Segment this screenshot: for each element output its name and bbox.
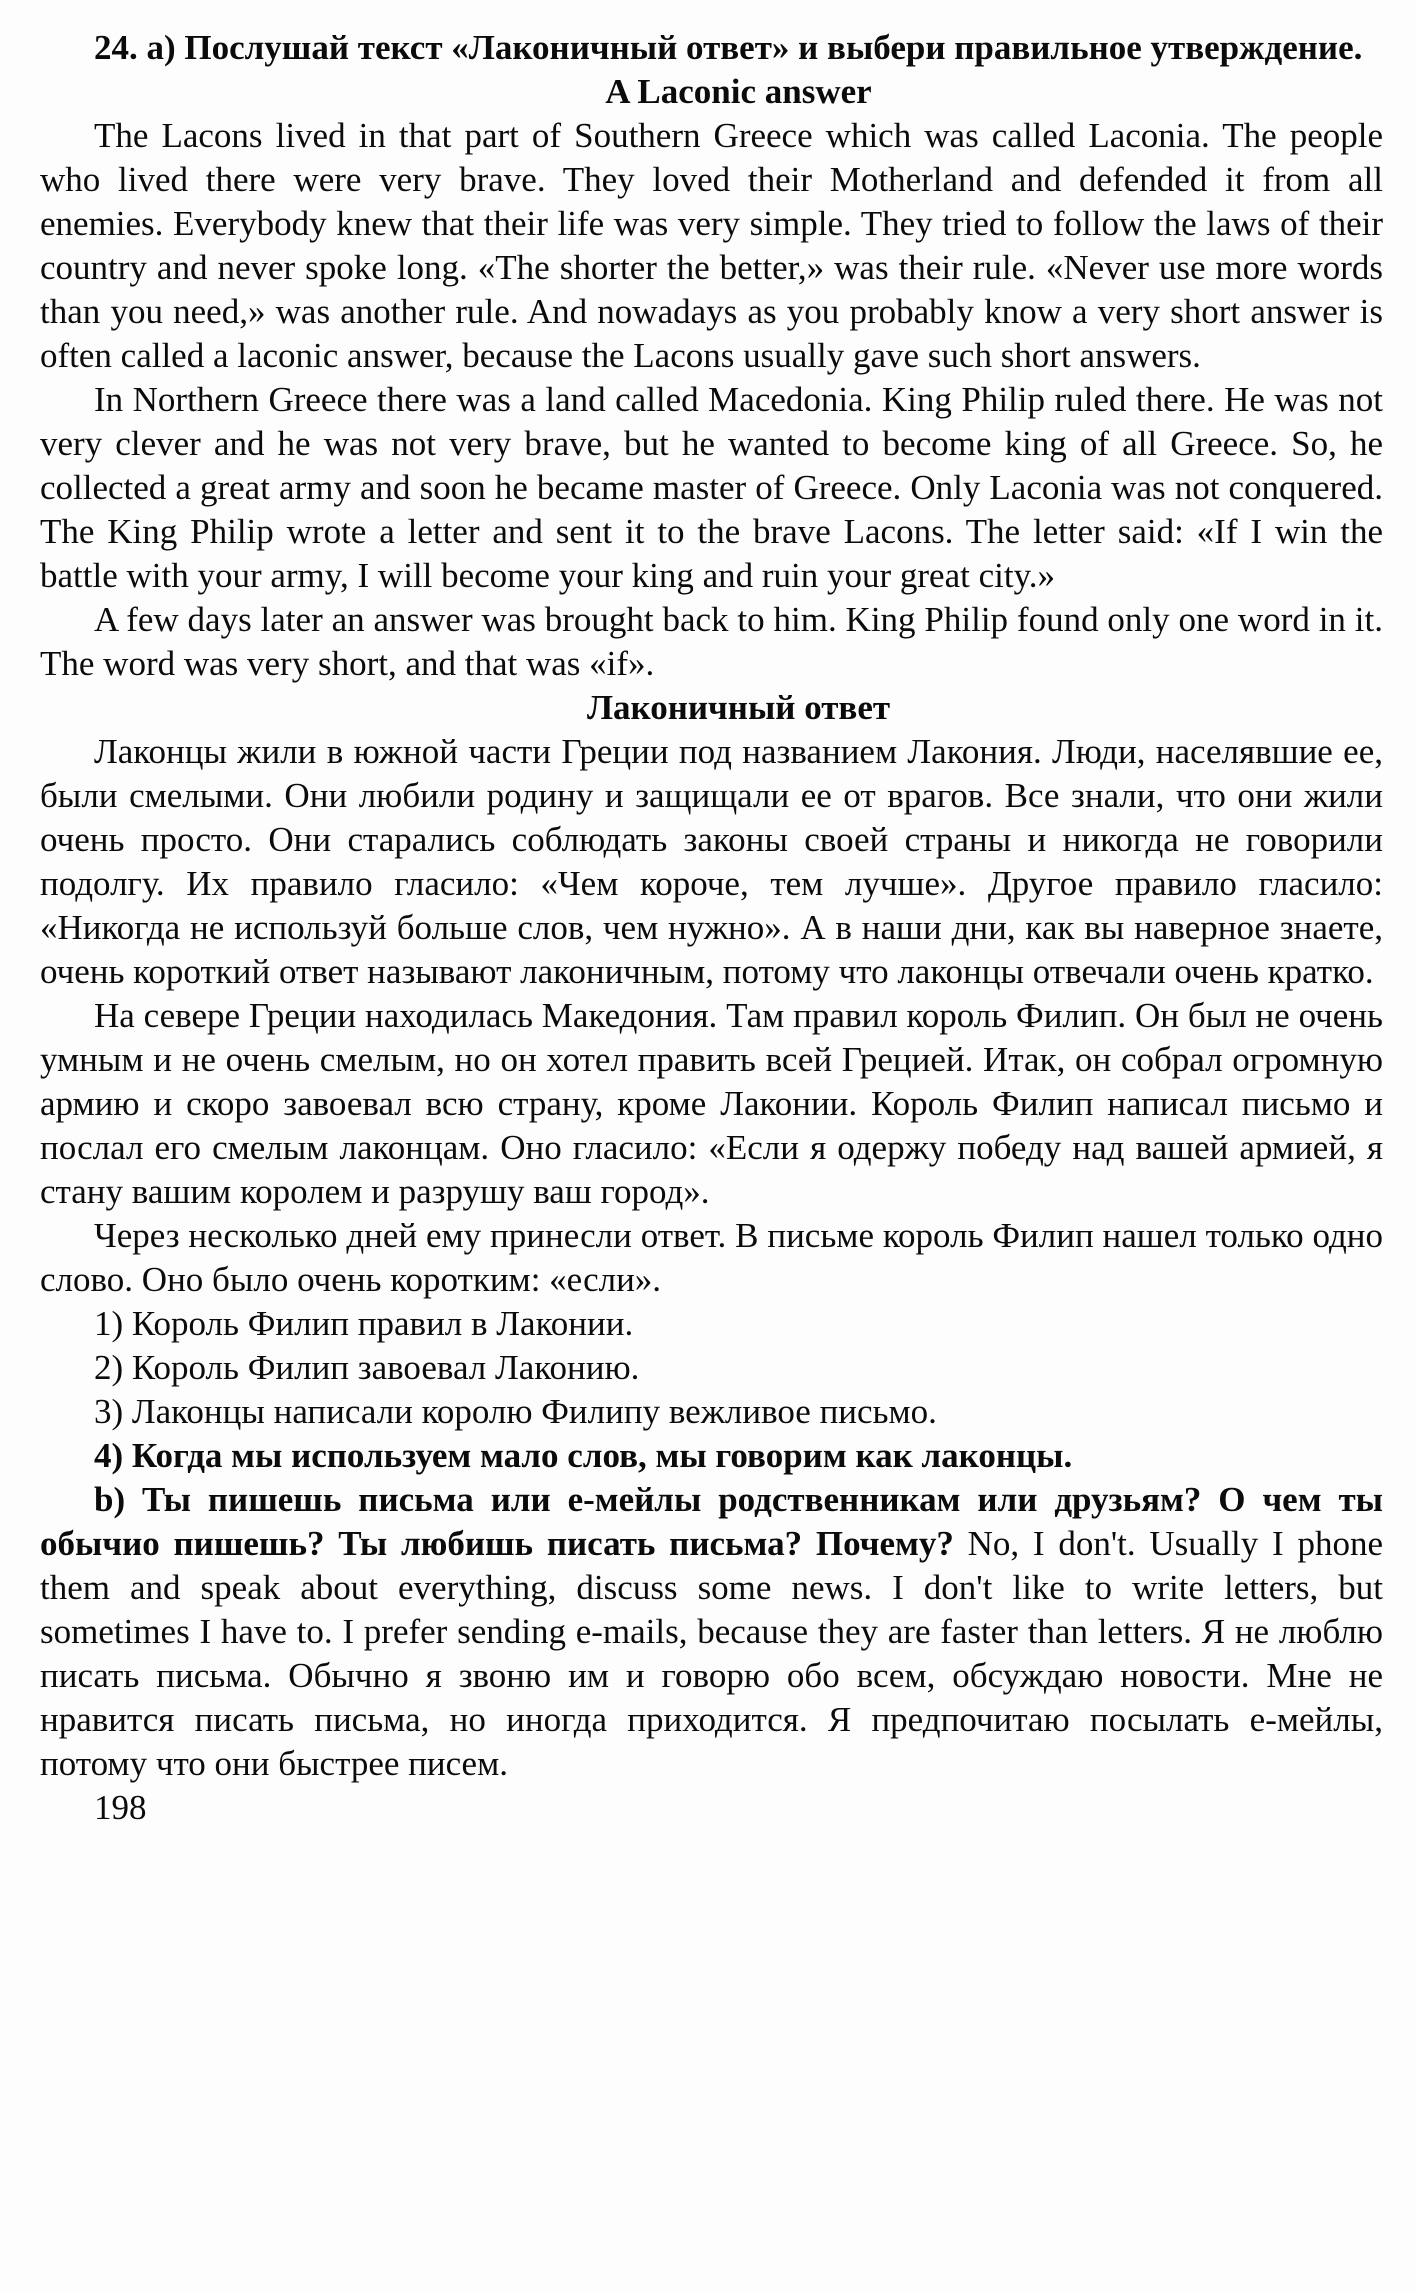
english-paragraph-3: A few days later an answer was brought back to him. King Philip found only one word in it. The word was very short, and that was «if». <box>40 600 1383 683</box>
russian-paragraph-1: Лаконцы жили в южной части Греции под названием Лакония. Люди, населявшие ее, были смелыми. Они любили родину и защищали ее от врагов. Все знали, что они жили очень просто. Они старались соблюдать законы своей страны и никогда не говорили подолгу. Их правило гласило: «Чем короче, тем лучше». Другое правило гласило: «Никогда не используй больше слов, чем нужно». А в наши дни, как вы наверное знаете, очень короткий ответ называют лаконичным, потому что лаконцы отвечали очень кратко. <box>40 732 1383 991</box>
english-text-title: A Laconic answer <box>605 72 872 111</box>
statement-item-2: 2) Король Филип завоевал Лаконию. <box>94 1348 640 1387</box>
russian-paragraph-3: Через несколько дней ему принесли ответ. В письме король Филип нашел только одно слово. Оно было очень коротким: «если». <box>40 1216 1383 1299</box>
section-b-paragraph <box>40 1478 1383 1786</box>
section-b-answer: No, I don't. Usually I phone them and speak about everything, discuss some news. I don't like to write letters, but sometimes I have to. I prefer sending e-mails, because they are faster than letters. Я не люблю писать письма. Обычно я звоню им и говорю обо всем, обсуждаю новости. Мне не нравится писать письма, но иногда приходится. Я предпочитаю посылать е-мейлы, потому что они быстрее писем. <box>40 1524 1384 1783</box>
exercise-heading: 24. а) Послушай текст «Лаконичный ответ» и выбери правильное утверждение. <box>94 28 1363 67</box>
russian-paragraph-2: На севере Греции находилась Македония. Там правил король Филип. Он был не очень умным и не очень смелым, но он хотел править всей Грецией. Итак, он собрал огромную армию и скоро завоевал всю страну, кроме Лаконии. Король Филип написал письмо и послал его смелым лаконцам. Оно гласило: «Если я одержу победу над вашей армией, я стану вашим королем и разрушу ваш город». <box>40 996 1383 1211</box>
statement-item-4: 4) Когда мы используем мало слов, мы говорим как лаконцы. <box>94 1436 1073 1475</box>
statement-item-1: 1) Король Филип правил в Лаконии. <box>94 1304 634 1343</box>
page-number: 198 <box>94 1788 147 1827</box>
english-paragraph-2: In Northern Greece there was a land called Macedonia. King Philip ruled there. He was not very clever and he was not very brave, but he wanted to become king of all Greece. So, he collected a great army and soon he became master of Greece. Only Laconia was not conquered. The King Philip wrote a letter and sent it to the brave Lacons. The letter said: «If I win the battle with your army, I will become your king and ruin your great city.» <box>40 380 1383 595</box>
section-b-question: b) Ты пишешь письма или е-мейлы родственникам или друзьям? О чем ты обычио пишешь? Ты любишь писать письма? Почему? <box>40 1480 1383 1563</box>
russian-text-title: Лаконичный ответ <box>586 688 891 727</box>
statement-item-3: 3) Лаконцы написали королю Филипу вежливое письмо. <box>94 1392 937 1431</box>
english-paragraph-1: The Lacons lived in that part of Southern Greece which was called Laconia. The people who lived there were very brave. They loved their Motherland and defended it from all enemies. Everybody knew that their life was very simple. They tried to follow the laws of their country and never spoke long. «The shorter the better,» was their rule. «Never use more words than you need,» was another rule. And nowadays as you probably know a very short answer is often called a laconic answer, because the Lacons usually gave such short answers. <box>40 116 1383 375</box>
